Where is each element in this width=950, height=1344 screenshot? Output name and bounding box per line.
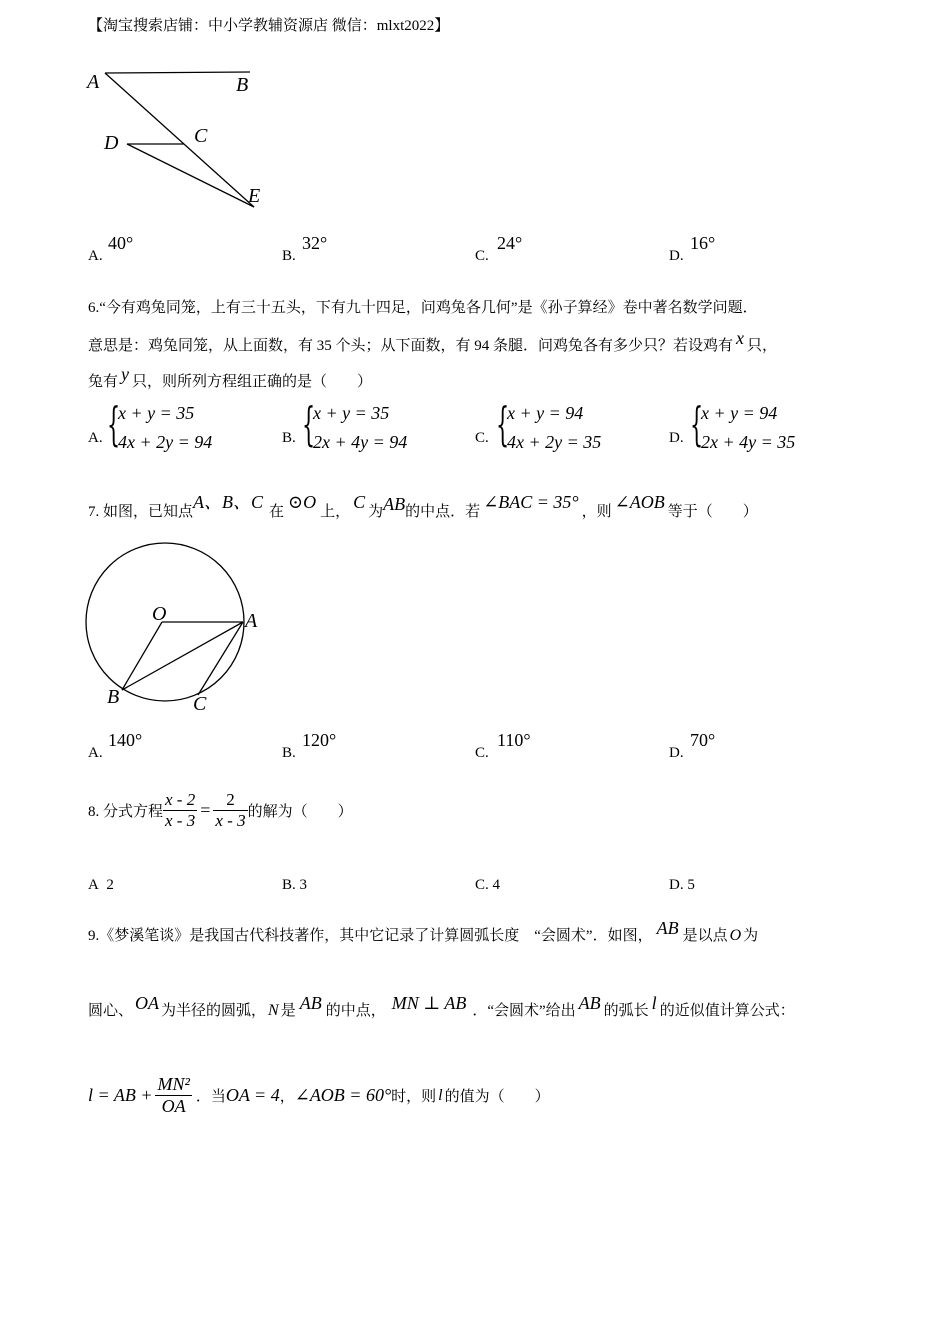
q9-line3: l = AB + $\frac{\text{MN²}}{OA}$ ．当OA = 4，∠AOB = 60°时，则 l 的值为（ ） [88,1074,550,1116]
q5-figure [80,62,280,212]
segment-ab [122,622,243,690]
brace: { [107,397,121,451]
q5-option-b-letter: B. [282,248,296,264]
q8-option-b: B. 3 [282,877,308,893]
q8-option-c: C. 4 [475,877,501,893]
q7-option-a-letter: A. [88,745,103,761]
var-y: y [121,364,130,384]
q5-option-b-value: 32° [302,233,328,253]
q7-option-d-value: 70° [690,730,716,750]
q6-line1: 6.“今有鸡兔同笼，上有三十五头，下有九十四足，问鸡兔各几何”是《孙子算经》卷中著名数学问题． [88,300,758,316]
brace: { [302,397,316,451]
q7-figure [80,540,280,720]
label-b: B [236,74,249,96]
label-c: C [193,693,207,715]
q9-line2: 圆心、 OA 为半径的圆弧， N 是 AB 的中点， MN ⊥ AB ．“会圆术”给出 AB 的弧长 l 的近似值计算公式： [88,993,795,1019]
segment-de [127,144,254,207]
label-c: C [194,125,208,147]
q6-option-c-letter: C. [475,430,489,446]
lhs-fraction: $\frac{x - 2}{x - 3}$ [165,790,196,830]
label-b: B [107,686,120,708]
page-header: 【淘宝搜索店铺：中小学教辅资源店 微信：mlxt2022】 [88,18,450,34]
q7-option-c-letter: C. [475,745,489,761]
label-e: E [248,185,261,207]
q6-option-d-eq2: 2x + 4y = 35 [701,432,796,452]
q7-option-d-letter: D. [669,745,684,761]
label-a: A [245,610,258,632]
q9-line1: 9.《梦溪笔谈》是我国古代科技著作，其中它记录了计算圆弧长度 “会圆术”．如图， AB 是以点 O 为 [88,918,759,944]
q6-option-a-eq2: 4x + 2y = 94 [118,432,213,452]
rhs-fraction: $\frac{2}{x - 3}$ [215,790,246,830]
label-o: O [152,603,167,625]
q7-option-b-letter: B. [282,745,296,761]
q6-option-b-letter: B. [282,430,296,446]
q7-stem: 7. 如图，已知点A、B、C 在 ⊙O 上， C 为AB的中点．若 ∠BAC = 35° ，则 ∠AOB 等于（ ） [88,492,758,520]
q6-option-b-eq2: 2x + 4y = 94 [313,432,408,452]
q6-option-a-letter: A. [88,430,103,446]
brace: { [496,397,510,451]
q8-option-d: D. 5 [669,877,695,893]
segment-ab [105,72,250,73]
label-a: A [87,71,100,93]
q6-option-c-eq2: 4x + 2y = 35 [507,432,602,452]
formula-fraction: $\frac{\text{MN²}}{OA}$ [157,1074,190,1116]
arc-ab: AB [656,918,679,938]
label-d: D [104,132,119,154]
q8-stem: 8. 分式方程 $\frac{x - 2}{x - 3}$ = $\frac{2}{x - 3}$ 的解为（ ） [88,790,353,830]
segment-ob [122,622,162,690]
q6-option-b-eq1: x + y = 35 [313,403,390,423]
q6-line2: 意思是：鸡兔同笼，从上面数，有 35 个头；从下面数，有 94 条腿．问鸡兔各有多少只？若设鸡有 x 只， [88,328,778,354]
segment-ae [105,73,254,207]
var-x: x [736,328,745,348]
brace: { [690,397,704,451]
q6-option-a-eq1: x + y = 35 [118,403,195,423]
q5-option-d-value: 16° [690,233,716,253]
q6-option-c-eq1: x + y = 94 [507,403,584,423]
q7-option-c-value: 110° [497,730,531,750]
q5-option-d-letter: D. [669,248,684,264]
q5-option-a-value: 40° [108,233,134,253]
arc-ab: AB [578,993,601,1013]
q6-line3: 兔有 y 只，则所列方程组正确的是（ ） [88,364,373,390]
q5-option-c-letter: C. [475,248,489,264]
arc-ab: AB [383,494,406,514]
q7-option-a-value: 140° [108,730,143,750]
q5-option-a-letter: A. [88,248,103,264]
q6-option-d-eq1: x + y = 94 [701,403,778,423]
q8-option-a: A 2 [88,877,114,893]
segment-ac [198,622,243,695]
q7-option-b-value: 120° [302,730,337,750]
q5-option-c-value: 24° [497,233,523,253]
q6-option-d-letter: D. [669,430,684,446]
